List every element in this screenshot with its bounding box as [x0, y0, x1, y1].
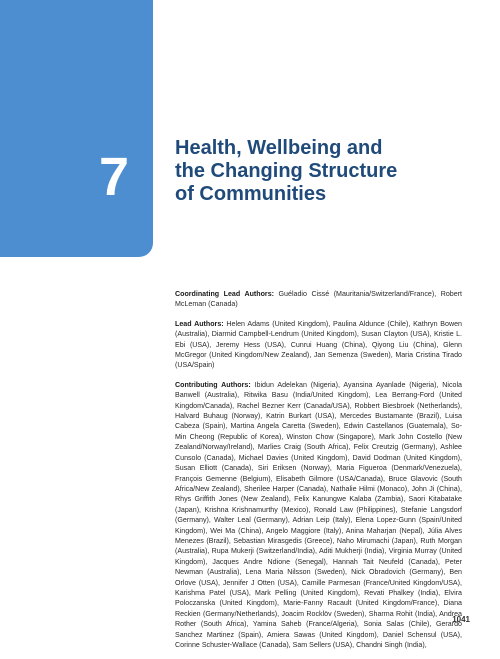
chapter-tab [0, 0, 153, 257]
coordinating-lead-authors [175, 289, 462, 310]
page-number: 1041 [452, 615, 470, 624]
chapter-title [175, 137, 475, 206]
chapter-title-line-3: of Communities [175, 183, 327, 205]
lead-authors-label: Lead Authors: [175, 319, 224, 328]
chapter-title-line-2: the Changing Structure [175, 160, 398, 182]
coordinating-lead-authors-names: Guéladio Cissé (Mauritania/Switzerland/France), Robert McLeman (Canada) [175, 290, 462, 309]
chapter-number: 7 [98, 147, 129, 207]
contributing-authors [175, 380, 462, 651]
contributing-authors-label: Contributing Authors: [175, 380, 251, 389]
author-list [175, 289, 462, 659]
lead-authors [175, 319, 462, 371]
chapter-title-line-1: Health, Wellbeing and [175, 137, 383, 159]
contributing-authors-names: Ibidun Adelekan (Nigeria), Ayansina Ayanlade (Nigeria), Nicola Banwell (Australia), Ritwika Basu (India/United Kingdom), Lea Berrang-Ford (United Kingdom/Canada), Rachel Bezner Kerr (Canada/USA), Robbert Biesbroek (Netherlands), Halvard Buhaug (Norway), Katrin Burkart (USA), Mercedes Bustamante (Brazil), Luisa Cabeza (Spain), Martina Angela Caretta (Sweden), Edwin Castellanos (Guatemala), So-Min Cheong (Republic of Korea), Winston Chow (Singapore), Mark John Costello (New Zealand/Norway/Ireland), Marlies Craig (South Africa), Felix Creutzig (Germany), Ashlee Cunsolo (Canada), Michael Davies (United Kingdom), David Dodman (United Kingdom), Susan Elliott (Canada), Siri Eriksen (Norway), Maria Figueroa (Denmark/Venezuela), François Gemenne (Belgium), Elisabeth Gilmore (USA/Canada), Bruce Glavovic (South Africa/New Zealand), Sherilee Harper (Canada), Nathalie Hilmi (Monaco), John Ji (China), Rhys Griffith Jones (New Zealand), Felix Kanungwe Kalaba (Zambia), Saori Kitabatake (Japan), Krishna Krishnamurthy (Mexico), Ronald Law (Philippines), Stefanie Langsdorf (Germany), Walter Leal (Germany), Adrian Leip (Italy), Elena Lopez-Gunn (Spain/United Kingdom), Wei Ma (China), Angelo Maggiore (Italy), Anina Maharjan (Nepal), Júlia Alves Menezes (Brazil), Sebastian Mirasgedis (Greece), Naho Mirumachi (Japan), Ruth Morgan (Australia), Rupa Mukerji (Switzerland/India), Aditi Mukherji (India), Virginia Murray (United Kingdom), Jacques Andre Ndione (Senegal), Hannah Tait Neufeld (Canada), Peter Newman (Australia), Lena Maria Nilsson (Sweden), Nick Obradovich (Germany), Ben Orlove (USA), Jennifer J Otten (USA), Camille Parmesan (France/United Kingdom/USA), Karishma Patel (USA), Mark Pelling (United Kingdom), Revati Phalkey (India), Elvira Poloczanska (United Kingdom), Marie-Fanny Racault (United Kingdom/France), Diana Reckien (Germany/Netherlands), Joacim Rocklöv (Sweden), Sharma Rohit (India), Andrea Rother (South Africa), Yamina Saheb (France/Algeria), Sonia Salas (Chile), Gerardo Sanchez Martinez (Spain), Amiera Sawas (United Kingdom), Daniel Schensul (USA), Corinne Schuster-Wallace (Canada), Sam Sellers (USA), Chandni Singh (India), [175, 380, 462, 649]
lead-authors-names: Helen Adams (United Kingdom), Paulina Aldunce (Chile), Kathryn Bowen (Australia), Diarmid Campbell-Lendrum (United Kingdom), Susan Clayton (USA), Kristie L. Ebi (USA), Jeremy Hess (USA), Cunrui Huang (China), Qiyong Liu (China), Glenn McGregor (United Kingdom/New Zealand), Jan Semenza (Sweden), Maria Cristina Tirado (USA/Spain) [175, 319, 462, 370]
coordinating-lead-authors-label: Coordinating Lead Authors: [175, 290, 275, 298]
